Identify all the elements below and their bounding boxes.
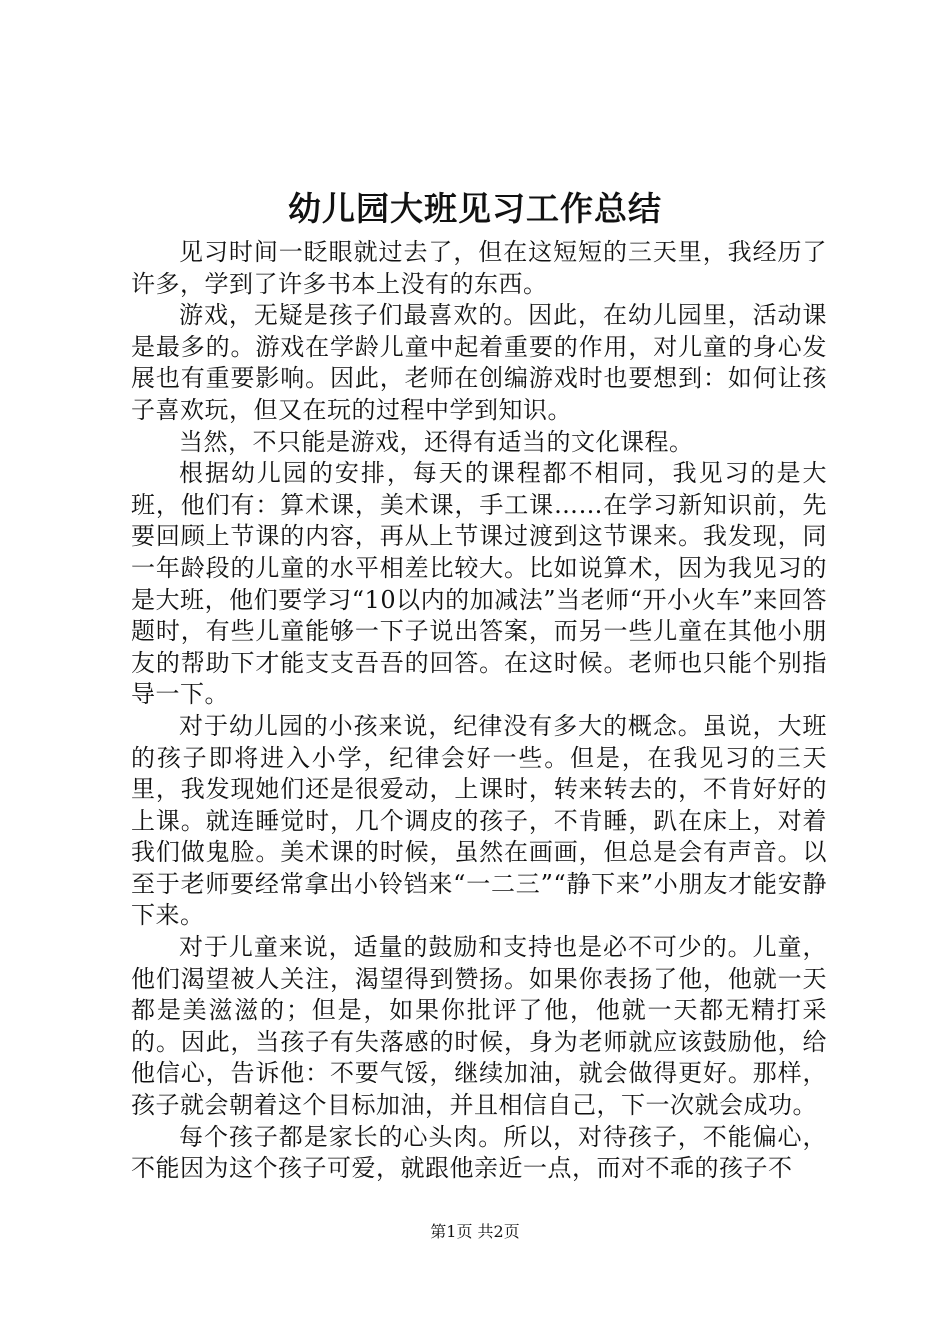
paragraph: 根据幼儿园的安排，每天的课程都不相同，我见习的是大班，他们有：算术课，美术课，手工课……在学习新知识前，先要回顾上节课的内容，再从上节课过渡到这节课来。我发现，同一年龄段的儿童的水平相差比较大。比如说算术，因为我见习的是大班，他们要学习“10以内的加减法”当老师“开小火车”来回答题时，有些儿童能够一下子说出答案，而另一些儿童在其他小朋友的帮助下才能支支吾吾的回答。在这时候。老师也只能个别指导一下。 (131, 459, 827, 709)
paragraph: 当然，不只能是游戏，还得有适当的文化课程。 (179, 427, 694, 456)
document-body (131, 237, 827, 1185)
page-footer: 第1页 共2页 (430, 1222, 520, 1241)
paragraph: 游戏，无疑是孩子们最喜欢的。因此，在幼儿园里，活动课是最多的。游戏在学龄儿童中起着重要的作用，对儿童的身心发展也有重要影响。因此，老师在创编游戏时也要想到：如何让孩子喜欢玩，但又在玩的过程中学到知识。 (131, 301, 827, 424)
paragraph: 见习时间一眨眼就过去了，但在这短短的三天里，我经历了许多，学到了许多书本上没有的东西。 (131, 238, 827, 298)
paragraph: 对于幼儿园的小孩来说，纪律没有多大的概念。虽说，大班的孩子即将进入小学，纪律会好一些。但是，在我见习的三天里，我发现她们还是很爱动，上课时，转来转去的，不肯好好的上课。就连睡觉时，几个调皮的孩子，不肯睡，趴在床上，对着我们做鬼脸。美术课的时候，虽然在画画，但总是会有声音。以至于老师要经常拿出小铃铛来“一二三”“静下来”小朋友才能安静下来。 (131, 711, 827, 930)
paragraph: 每个孩子都是家长的心头肉。所以，对待孩子，不能偏心，不能因为这个孩子可爱，就跟他亲近一点，而对不乖的孩子不 (131, 1122, 827, 1183)
paragraph: 对于儿童来说，适量的鼓励和支持也是必不可少的。儿童，他们渴望被人关注，渴望得到赞扬。如果你表扬了他，他就一天都是美滋滋的；但是，如果你批评了他，他就一天都无精打采的。因此，当孩子有失落感的时候，身为老师就应该鼓励他，给他信心，告诉他：不要气馁，继续加油，就会做得更好。那样，孩子就会朝着这个目标加油，并且相信自己，下一次就会成功。 (131, 933, 827, 1120)
document-title: 幼儿园大班见习工作总结 (288, 189, 662, 228)
